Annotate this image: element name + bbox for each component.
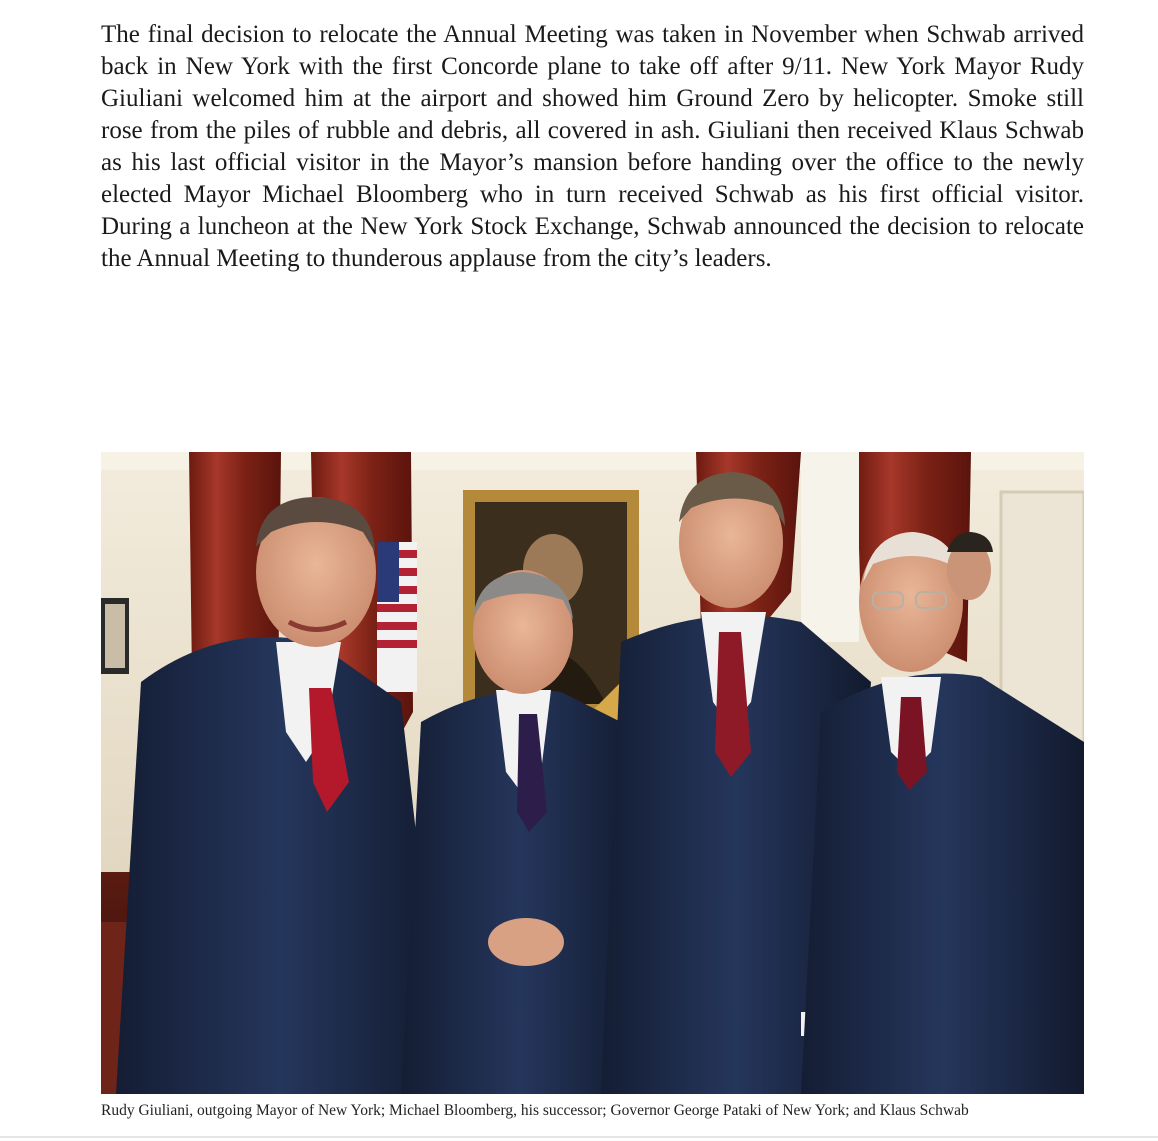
body-paragraph: The final decision to relocate the Annual Meeting was taken in November when Schwab arrived back in New York with the first Concorde plane to take off after 9/11. New York Mayor Rudy Giuliani welcomed him at the airport and showed him Ground Zero by helicopter. Smoke still rose from the piles of rubble and debris, all covered in ash. Giuliani then received Klaus Schwab as his last official visitor in the Mayor’s mansion before handing over the office to the newly elected Mayor Michael Bloomberg who in turn received Schwab as his first official visitor. During a luncheon at the New York Stock Exchange, Schwab announced the decision to relocate the Annual Meeting to thunderous applause from the city’s leaders. [101, 21, 1084, 272]
group-photo [101, 452, 1084, 1094]
photo-caption: Rudy Giuliani, outgoing Mayor of New York; Michael Bloomberg, his successor; Governor George Pataki of New York; and Klaus Schwab [101, 1102, 969, 1119]
divider [0, 1136, 1158, 1138]
